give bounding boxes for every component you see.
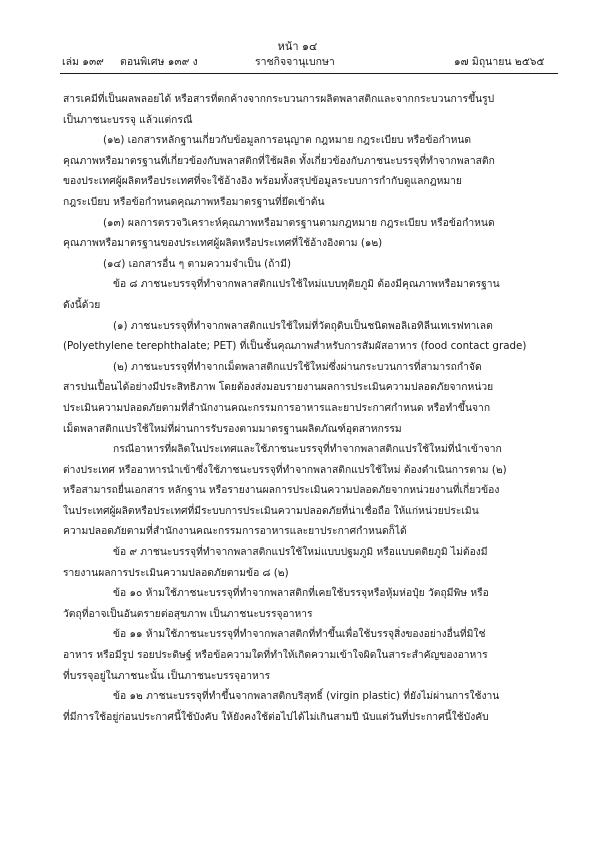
body-line: ของประเทศผู้ผลิตหรือประเทศที่จะใช้อ้างอิง พร้อมทั้งสรุปข้อมูลระบบการกำกับดูแลกฎหมาย: [63, 175, 462, 188]
body-line: (๑๒) เอกสารหลักฐานเกี่ยวกับข้อมูลการอนุญาต กฎหมาย กฎระเบียบ หรือข้อกำหนด: [103, 134, 472, 147]
body-line: กฎระเบียบ หรือข้อกำหนดคุณภาพหรือมาตรฐานที่ยึดเข้าต้น: [63, 195, 325, 208]
body-line: (Polyethylene terephthalate; PET) ที่เป็นชั้นคุณภาพสำหรับการสัมผัสอาหาร (food contact grade): [63, 340, 527, 353]
section-label: ตอนพิเศษ ๑๓๙ ง: [120, 56, 198, 68]
body-line: รายงานผลการประเมินความปลอดภัยตามข้อ ๘ (๒): [63, 566, 289, 579]
body-line: ประเมินความปลอดภัยตามที่สำนักงานคณะกรรมการอาหารและยาประกาศกำหนด หรือทำขึ้นจาก: [63, 401, 491, 414]
body-line: อาหาร หรือมีรูป รอยประดิษฐ์ หรือข้อความใดที่ทำให้เกิดความเข้าใจผิดในสาระสำคัญของอาหาร: [63, 649, 488, 662]
publication-date: ๑๗ มิถุนายน ๒๕๖๕: [454, 56, 545, 68]
body-line: ความปลอดภัยตามที่สำนักงานคณะกรรมการอาหารและยาประกาศกำหนดก็ได้: [63, 525, 407, 538]
body-line: ข้อ ๑๑ ห้ามใช้ภาชนะบรรจุที่ทำจากพลาสติกที่ทำขึ้นเพื่อใช้บรรจุสิ่งของอย่างอื่นที่มิใช่: [113, 628, 486, 641]
body-line: ต่างประเทศ หรืออาหารนำเข้าซึ่งใช้ภาชนะบรรจุที่ทำจากพลาสติกแปรใช้ใหม่ ต้องดำเนินการตาม (๒): [63, 463, 507, 476]
body-line: ที่มีการใช้อยู่ก่อนประกาศนี้ใช้บังคับ ให้ยังคงใช้ต่อไปได้ไม่เกินสามปี นับแต่วันที่ประกาศนี้ใช้บังคับ: [63, 710, 489, 723]
body-line: (๒) ภาชนะบรรจุที่ทำจากเม็ดพลาสติกแปรใช้ใหม่ซึ่งผ่านกระบวนการที่สามารถกำจัด: [113, 360, 482, 373]
body-line: คุณภาพหรือมาตรฐานที่เกี่ยวข้องกับพลาสติกที่ใช้ผลิต ทั้งเกี่ยวข้องกับภาชนะบรรจุที่ทำจากพลาสติก: [63, 154, 495, 167]
body-line: หรือสามารถยื่นเอกสาร หลักฐาน หรือรายงานผลการประเมินความปลอดภัยจากหน่วยงานที่เกี่ยวข้อง: [63, 484, 500, 497]
body-line: กรณีอาหารที่ผลิตในประเทศและใช้ภาชนะบรรจุที่ทำจากพลาสติกแปรใช้ใหม่ที่นำเข้าจาก: [113, 443, 502, 456]
body-line: เป็นภาชนะบรรจุ แล้วแต่กรณี: [63, 113, 193, 126]
body-line: สารปนเปื้อนได้อย่างมีประสิทธิภาพ โดยต้องส่งมอบรายงานผลการประเมินความปลอดภัยจากหน่วย: [63, 381, 494, 394]
body-line: ข้อ ๙ ภาชนะบรรจุที่ทำจากพลาสติกแปรใช้ใหม่แบบปฐมภูมิ หรือแบบตติยภูมิ ไม่ต้องมี: [113, 546, 488, 559]
body-line: วัตถุที่อาจเป็นอันตรายต่อสุขภาพ เป็นภาชนะบรรจุอาหาร: [63, 607, 313, 620]
body-line: ข้อ ๑๐ ห้ามใช้ภาชนะบรรจุที่ทำจากพลาสติกที่เคยใช้บรรจุหรือหุ้มห่อปุ๋ย วัตถุมีพิษ หรือ: [113, 587, 489, 600]
body-line: (๑๓) ผลการตรวจวิเคราะห์คุณภาพหรือมาตรฐานตามกฎหมาย กฎระเบียบ หรือข้อกำหนด: [103, 216, 495, 229]
page-number: หน้า ๑๔: [277, 40, 318, 53]
header-divider: [60, 73, 558, 74]
body-line: สารเคมีที่เป็นผลพลอยได้ หรือสารที่ตกค้างจากกระบวนการผลิตพลาสติกและจากกระบวนการขึ้นรูป: [63, 93, 495, 105]
body-line: ข้อ ๑๒ ภาชนะบรรจุที่ทำขึ้นจากพลาสติกบริสุทธิ์ (virgin plastic) ที่ยังไม่ผ่านการใช้งาน: [113, 690, 500, 703]
body-line: ที่บรรจุอยู่ในภาชนะนั้น เป็นภาชนะบรรจุอาหาร: [63, 669, 271, 682]
body-line: (๑) ภาชนะบรรจุที่ทำจากพลาสติกแปรใช้ใหม่ที่วัตถุดิบเป็นชนิดพอลิเอทิลีนเทเรฟทาเลต: [113, 319, 493, 332]
body-line: ข้อ ๘ ภาชนะบรรจุที่ทำจากพลาสติกแปรใช้ใหม่แบบทุติยภูมิ ต้องมีคุณภาพหรือมาตรฐาน: [113, 278, 500, 291]
body-line: ดังนี้ด้วย: [63, 298, 101, 311]
volume-label: เล่ม ๑๓๙: [62, 56, 104, 68]
body-line: ในประเทศผู้ผลิตหรือประเทศที่มีระบบการประเมินความปลอดภัยที่น่าเชื่อถือ ให้แก่หน่วยประเมิน: [63, 504, 479, 517]
publication-title: ราชกิจจานุเบกษา: [255, 56, 335, 68]
gazette-header: [62, 55, 558, 69]
document-body: [63, 89, 557, 727]
body-line: (๑๔) เอกสารอื่น ๆ ตามความจำเป็น (ถ้ามี): [103, 257, 291, 270]
body-line: คุณภาพหรือมาตรฐานของประเทศผู้ผลิตหรือประเทศที่ใช้อ้างอิงตาม (๑๒): [63, 237, 383, 250]
body-line: เม็ดพลาสติกแปรใช้ใหม่ที่ผ่านการรับรองตามมาตรฐานผลิตภัณฑ์อุตสาหกรรม: [63, 422, 402, 435]
